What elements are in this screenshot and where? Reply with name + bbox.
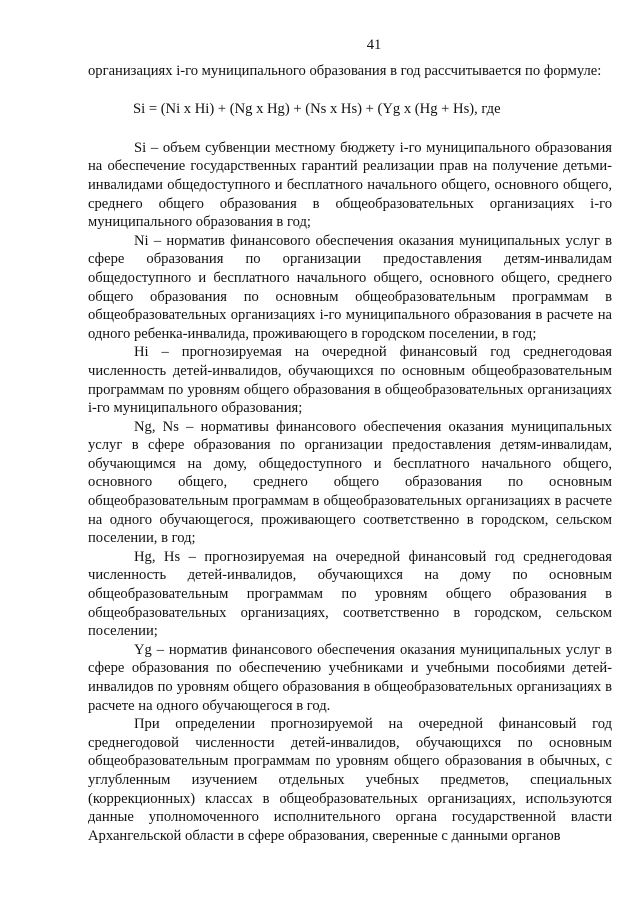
formula: Si = (Ni x Hi) + (Ng x Hg) + (Ns x Hs) + (Yg x (Hg + Hs), где bbox=[133, 101, 501, 118]
page-number: 41 bbox=[366, 37, 382, 53]
intro-paragraph: организациях i-го муниципального образования в год рассчитывается по формуле: bbox=[88, 62, 602, 79]
closing-paragraph: При определении прогнозируемой на очередной финансовый год среднегодовой численности детей-инвалидов, обучающихся по основным общеобразовательным программам по уровням общего образования в обычных, с углубленным изучением отдельных учебных предметов, специальных (коррекционных) классах в общеобразовательных организациях, используются данные уполномоченного исполнительного органа государственной власти Архангельской области в сфере образования, сверенные с данными органов bbox=[88, 716, 612, 844]
definition-ng-ns: Ng, Ns – нормативы финансового обеспечения оказания муниципальных услуг в сфере образования по организации предоставления детям-инвалидам, обучающимся на дому, общедоступного и бесплатного начального общего, основного общего, среднего общего образования по основным общеобразовательным программам в общеобразовательных организациях в расчете на одного обучающегося, проживающего соответственно в городском, сельском поселении, в год; bbox=[88, 418, 612, 547]
document-page bbox=[88, 36, 612, 845]
definition-si: Si – объем субвенции местному бюджету i-го муниципального образования на обеспечение государственных гарантий реализации прав на получение детьми-инвалидами общедоступного и бесплатного начального общего, основного общего, среднего общего образования в общеобразовательных организациях i-го муниципального образования в год; bbox=[88, 139, 612, 231]
definition-hi: Hi – прогнозируемая на очередной финансовый год среднегодовая численность детей-инвалидов, обучающихся по основным общеобразовательным программам по уровням общего образования в общеобразовательных организациях i-го муниципального образования; bbox=[88, 344, 612, 417]
definition-hg-hs: Hg, Hs – прогнозируемая на очередной финансовый год среднегодовая численность детей-инвалидов, обучающихся на дому по основным общеобразовательным программам по уровням общего образования в общеобразовательных организациях, соответственно в городском, сельском поселении; bbox=[88, 548, 612, 640]
definition-ni: Ni – норматив финансового обеспечения оказания муниципальных услуг в сфере образования по организации предоставления детям-инвалидам общедоступного и бесплатного начального общего, основного общего, среднего общего образования по основным общеобразовательным программам в общеобразовательных организациях i-го муниципального образования в расчете на одного ребенка-инвалида, проживающего в городском поселении, в год; bbox=[88, 232, 612, 342]
definition-yg: Yg – норматив финансового обеспечения оказания муниципальных услуг в сфере образования по обеспечению учебниками и учебными пособиями детей-инвалидов по уровням общего образования в общеобразовательных организациях в расчете на одного обучающегося в год. bbox=[88, 641, 612, 714]
